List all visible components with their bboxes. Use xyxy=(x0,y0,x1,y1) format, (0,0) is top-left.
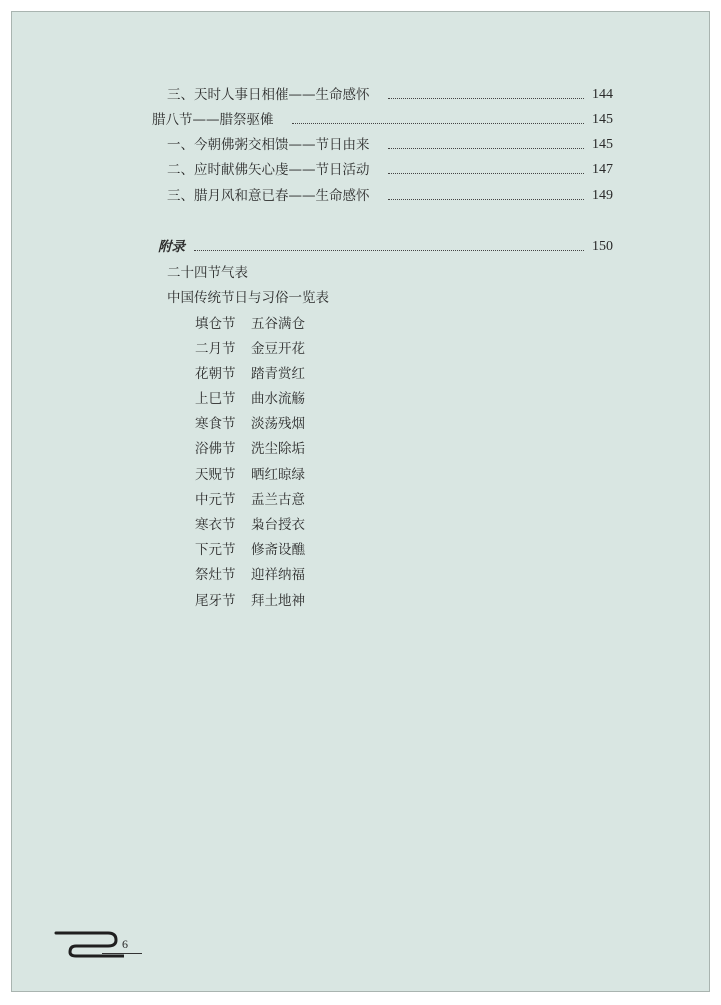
page-number: 6 xyxy=(122,937,128,951)
festival-row xyxy=(195,339,305,359)
toc-entry-label: 腊八节——腊祭驱傩 xyxy=(152,112,274,128)
festival-name: 上巳节 xyxy=(195,391,236,407)
festival-row xyxy=(195,414,305,434)
toc-entry[interactable] xyxy=(12,110,711,130)
toc-page-number: 149 xyxy=(592,188,613,203)
festival-row xyxy=(195,540,305,560)
footer-rule xyxy=(102,953,142,954)
festival-custom: 修斋设醮 xyxy=(251,542,305,558)
toc-entry-label: 三、天时人事日相催——生命感怀 xyxy=(167,87,370,103)
book-page xyxy=(11,11,710,992)
appendix-item[interactable]: 二十四节气表 xyxy=(167,265,248,281)
toc-entry[interactable] xyxy=(12,186,711,206)
festival-custom: 迎祥纳福 xyxy=(251,567,305,583)
festival-custom: 踏青赏红 xyxy=(251,366,305,382)
festival-row xyxy=(195,439,305,459)
toc-page-number: 145 xyxy=(592,112,613,127)
toc-leader-dots xyxy=(292,123,584,124)
toc-entry[interactable] xyxy=(12,160,711,180)
toc-entry[interactable] xyxy=(12,85,711,105)
toc-leader-dots xyxy=(388,98,584,99)
festival-name: 浴佛节 xyxy=(195,441,236,457)
festival-custom: 五谷满仓 xyxy=(251,316,305,332)
toc-page-number: 145 xyxy=(592,137,613,152)
festival-row xyxy=(195,515,305,535)
appendix-heading: 附录 xyxy=(158,239,185,255)
toc-leader-dots xyxy=(388,148,584,149)
festival-custom: 晒红晾绿 xyxy=(251,467,305,483)
festival-name: 花朝节 xyxy=(195,366,236,382)
festival-name: 填仓节 xyxy=(195,316,236,332)
toc-page-number: 144 xyxy=(592,87,613,102)
toc-page-number: 147 xyxy=(592,162,613,177)
decorative-swirl-icon xyxy=(54,929,124,959)
appendix-item[interactable]: 中国传统节日与习俗一览表 xyxy=(167,290,329,306)
toc-entry-appendix[interactable] xyxy=(12,237,711,257)
festival-custom: 洗尘除垢 xyxy=(251,441,305,457)
festival-row xyxy=(195,364,305,384)
festival-row xyxy=(195,490,305,510)
toc-entry-label: 三、腊月风和意已春——生命感怀 xyxy=(167,188,370,204)
festival-name: 下元节 xyxy=(195,542,236,558)
festival-name: 中元节 xyxy=(195,492,236,508)
festival-row xyxy=(195,565,305,585)
festival-name: 天贶节 xyxy=(195,467,236,483)
festival-custom: 淡荡残烟 xyxy=(251,416,305,432)
festival-custom: 盂兰古意 xyxy=(251,492,305,508)
festival-name: 寒食节 xyxy=(195,416,236,432)
festival-name: 寒衣节 xyxy=(195,517,236,533)
festival-name: 二月节 xyxy=(195,341,236,357)
festival-row xyxy=(195,591,305,611)
festival-row xyxy=(195,314,305,334)
festival-custom: 金豆开花 xyxy=(251,341,305,357)
toc-entry[interactable] xyxy=(12,135,711,155)
festival-name: 祭灶节 xyxy=(195,567,236,583)
festival-custom: 枭台授衣 xyxy=(251,517,305,533)
toc-page-number: 150 xyxy=(592,239,613,254)
toc-leader-dots xyxy=(388,173,584,174)
toc-leader-dots xyxy=(194,250,584,251)
toc-entry-label: 二、应时献佛矢心虔——节日活动 xyxy=(167,162,370,178)
festival-custom: 曲水流觞 xyxy=(251,391,305,407)
festival-row xyxy=(195,465,305,485)
festival-name: 尾牙节 xyxy=(195,593,236,609)
toc-leader-dots xyxy=(388,199,584,200)
toc-entry-label: 一、今朝佛粥交相馈——节日由来 xyxy=(167,137,370,153)
festival-row xyxy=(195,389,305,409)
festival-custom: 拜土地神 xyxy=(251,593,305,609)
